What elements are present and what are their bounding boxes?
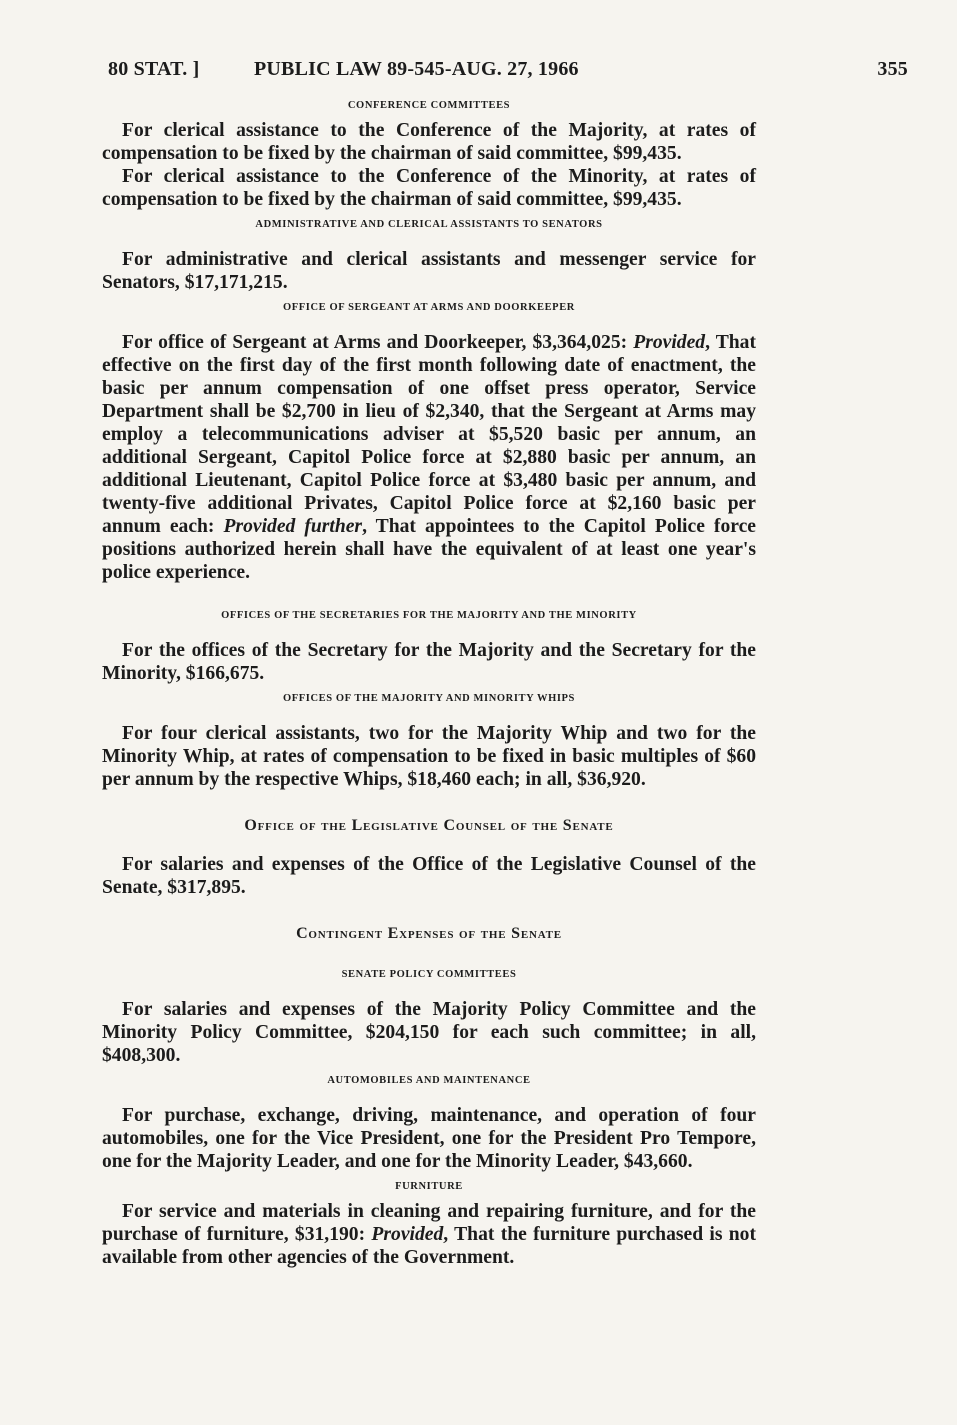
paragraph-automobiles: For purchase, exchange, driving, maintenance, and operation of four automobiles, one for the Vice President, one for the President Pro Tempore, one for the Majority Leader, and one for the Minority Leader, $43,660.: [102, 1105, 756, 1172]
text-run: , That the furniture purchased is not available from other agencies of the Government.: [102, 1224, 756, 1268]
statute-volume: 80 STAT. ]: [108, 58, 200, 80]
paragraph-legislative-counsel: For salaries and expenses of the Office of the Legislative Counsel of the Senate, $317,895.: [102, 854, 756, 898]
text-run: For service and materials in cleaning and repairing furniture, and for the purchase of furniture, $31,190:: [102, 1201, 756, 1245]
italic-run: Provided: [371, 1224, 444, 1245]
document-body: [102, 100, 756, 1269]
page-number: 355: [877, 58, 908, 80]
paragraph-furniture: [102, 1200, 756, 1269]
italic-run: Provided: [633, 332, 706, 353]
section-heading-secretaries: OFFICES OF THE SECRETARIES FOR THE MAJORITY AND THE MINORITY: [221, 610, 637, 621]
paragraph-policy-committees: For salaries and expenses of the Majority Policy Committee and the Minority Policy Committee, $204,150 for each such committee; in all, $408,300.: [102, 999, 756, 1066]
section-heading-contingent-expenses: Contingent Expenses of the Senate: [296, 925, 562, 942]
section-heading-conference-committees: CONFERENCE COMMITTEES: [347, 100, 511, 111]
section-heading-automobiles: AUTOMOBILES AND MAINTENANCE: [327, 1075, 531, 1086]
page-title: PUBLIC LAW 89-545-AUG. 27, 1966: [254, 58, 579, 80]
page-header: [108, 58, 908, 88]
paragraph-conference-majority: For clerical assistance to the Conference of the Majority, at rates of compensation to be fixed by the chairman of said committee, $99,435.: [102, 120, 756, 164]
paragraph-whips: For four clerical assistants, two for the Majority Whip and two for the Minority Whip, at rates of compensation to be fixed in basic multiples of $60 per annum by the respective Whips, $18,460 each; in all, $36,920.: [102, 723, 756, 790]
paragraph-conference-minority: For clerical assistance to the Conference of the Minority, at rates of compensation to be fixed by the chairman of said committee, $99,435.: [102, 166, 756, 210]
section-heading-sergeant-at-arms: OFFICE OF SERGEANT AT ARMS AND DOORKEEPER: [282, 302, 575, 313]
section-heading-administrative-assistants: ADMINISTRATIVE AND CLERICAL ASSISTANTS TO SENATORS: [255, 219, 603, 230]
italic-run: Provided further: [223, 516, 363, 537]
text-run: , That appointees to the Capitol Police force positions authorized herein shall have the equivalent of at least one year's police experience.: [102, 516, 756, 583]
paragraph-administrative-assistants: For administrative and clerical assistants and messenger service for Senators, $17,171,215.: [102, 249, 756, 293]
text-run: , That effective on the first day of the first month following date of enactment, the basic per annum compensation of one offset press operator, Service Department shall be $2,700 in lieu of $2,340, that the Sergeant at Arms may employ a telecommunications adviser at $5,520 basic per annum, an additional Sergeant, Capitol Police force at $2,880 basic per annum, an additional Lieutenant, Capitol Police force at $3,480 basic per annum, and twenty-five additional Privates, Capitol Police force at $2,160 basic per annum each:: [102, 332, 756, 537]
text-run: For office of Sergeant at Arms and Doorkeeper, $3,364,025:: [122, 332, 634, 353]
section-heading-policy-committees: SENATE POLICY COMMITTEES: [341, 969, 517, 980]
paragraph-secretaries: For the offices of the Secretary for the Majority and the Secretary for the Minority, $166,675.: [102, 640, 756, 684]
section-heading-whips: OFFICES OF THE MAJORITY AND MINORITY WHIPS: [282, 693, 575, 704]
section-heading-legislative-counsel: Office of the Legislative Counsel of the Senate: [244, 817, 614, 834]
section-heading-furniture: FURNITURE: [395, 1181, 463, 1192]
paragraph-sergeant-at-arms: [102, 331, 756, 584]
